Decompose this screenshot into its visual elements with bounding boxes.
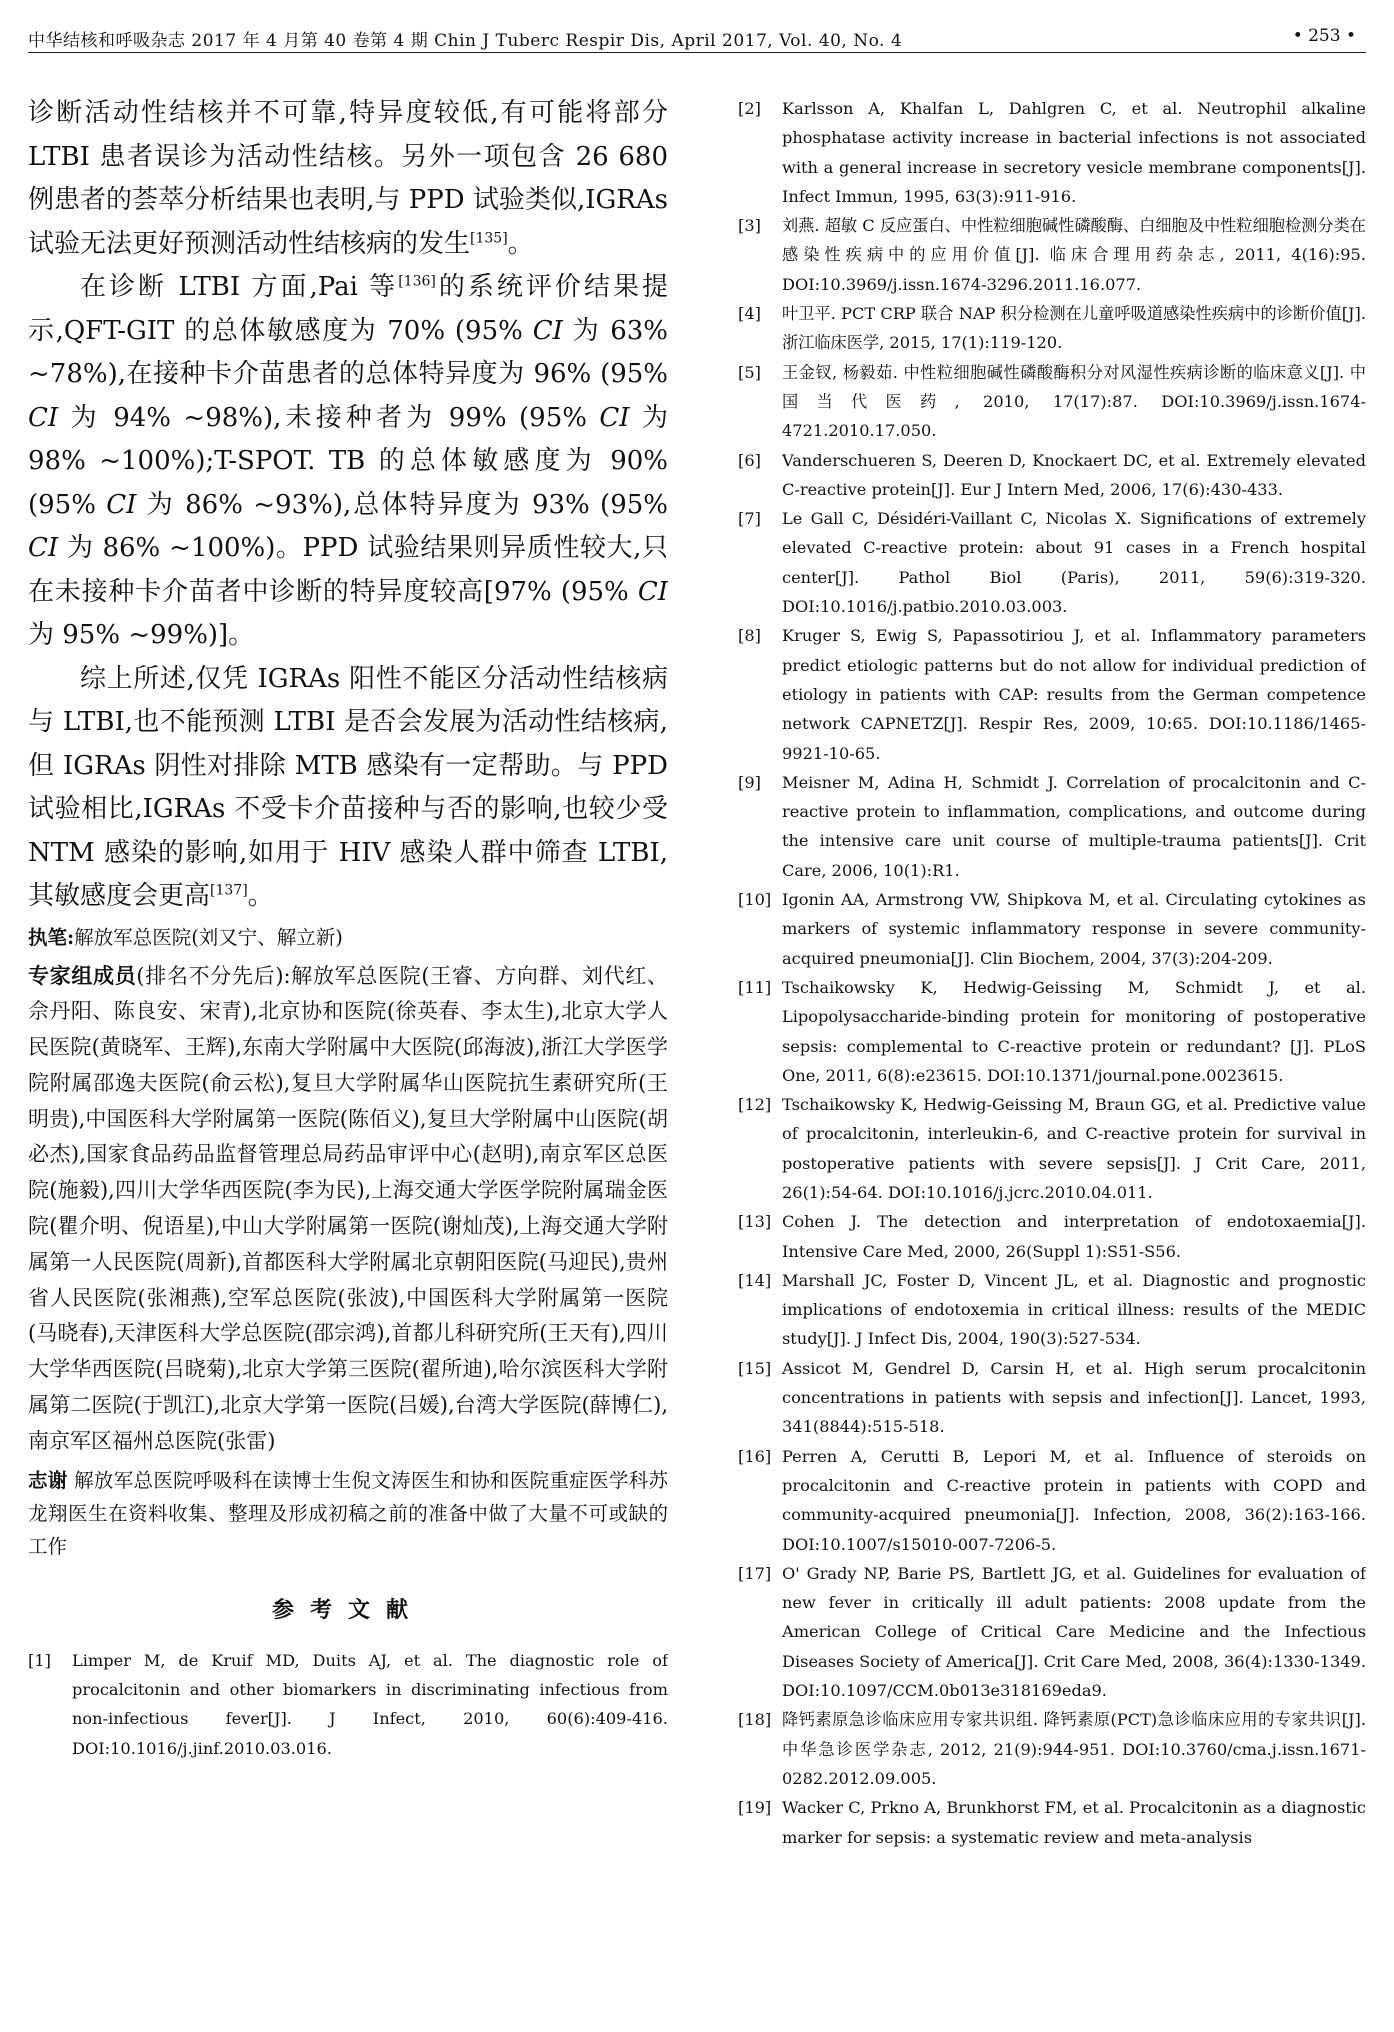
reference-number: [12] <box>738 1095 772 1115</box>
reference-item <box>738 94 1366 211</box>
reference-text: Meisner M, Adina H, Schmidt J. Correlation of procalcitonin and C-reactive protein to inflammation, complications, and outcome during the intensive care unit course of multiple-trauma patients[J]. Crit Care, 2006, 10(1):R1. <box>782 772 1366 880</box>
reference-item <box>738 299 1366 358</box>
experts-label: 专家组成员 <box>28 962 137 988</box>
reference-item <box>738 1705 1366 1793</box>
reference-item <box>738 621 1366 767</box>
reference-number: [13] <box>738 1212 772 1232</box>
paragraph-2: 在诊断 LTBI 方面,Pai 等[136]的系统评价结果提示,QFT-GIT 的总体敏感度为 70% (95% CI 为 63% ~78%),在接种卡介苗患者的总体特异度为 96% (95% CI 为 94% ~98%),未接种者为 99% (95% CI 为 98% ~100%);T-SPOT. TB 的总体敏感度为 90% (95% CI 为 86% ~93%),总体特异度为 93% (95% CI 为 86% ~100%)。PPD 试验结果则异质性较大,只在未接种卡介苗者中诊断的特异度较高[97% (95% CI 为 95% ~99%)]。 <box>28 272 668 650</box>
running-header <box>28 22 1366 53</box>
reference-number: [9] <box>738 772 761 792</box>
reference-text: Tschaikowsky K, Hedwig-Geissing M, Schmidt J, et al. Lipopolysaccharide-binding protein for monitoring of postoperative sepsis: complemental to C-reactive protein or redundant? [J]. PLoS One, 2011, 6(8):e23615. DOI:10.1371/journal.pone.0023615. <box>782 977 1366 1085</box>
reference-text: O' Grady NP, Barie PS, Bartlett JG, et al. Guidelines for evaluation of new fever in critically ill adult patients: 2008 update from the American College of Critical Care Medicine and the Infectious Diseases Society of America[J]. Crit Care Med, 2008, 36(4):1330-1349. DOI:10.1097/CCM.0b013e318169eda9. <box>782 1563 1366 1701</box>
author-note: 执笔:解放军总医院(刘又宁、解立新) <box>28 925 343 949</box>
reference-text: Kruger S, Ewig S, Papassotiriou J, et al. Inflammatory parameters predict etiologic patterns but do not allow for individual prediction of etiology in patients with CAP: results from the German competence network CAPNETZ[J]. Respir Res, 2009, 10:65. DOI:10.1186/1465-9921-10-65. <box>782 626 1366 763</box>
reference-item <box>738 1559 1366 1705</box>
citation-137[interactable]: [137] <box>210 882 248 899</box>
reference-item <box>738 1354 1366 1442</box>
reference-text: 叶卫平. PCT CRP 联合 NAP 积分检测在儿童呼吸道感染性疾病中的诊断价值[J]. 浙江临床医学, 2015, 17(1):119-120. <box>782 304 1366 353</box>
expert-group: 专家组成员(排名不分先后):解放军总医院(王睿、方向群、刘代红、佘丹阳、陈良安、宋青),北京协和医院(徐英春、李太生),北京大学人民医院(黄晓军、王辉),东南大学附属中大医院(邱海波),浙江大学医学院附属邵逸夫医院(俞云松),复旦大学附属华山医院抗生素研究所(王明贵),中国医科大学附属第一医院(陈佰义),复旦大学附属中山医院(胡必杰),国家食品药品监督管理总局药品审评中心(赵明),南京军区总医院(施毅),四川大学华西医院(李为民),上海交通大学医学院附属瑞金医院(瞿介明、倪语星),中山大学附属第一医院(谢灿茂),上海交通大学附属第一人民医院(周新),首都医科大学附属北京朝阳医院(马迎民),贵州省人民医院(张湘燕),空军总医院(张波),中国医科大学附属第一医院(马晓春),天津医科大学总医院(邵宗鸿),首都儿科研究所(王天有),四川大学华西医院(吕晓菊),北京大学第三医院(翟所迪),哈尔滨医科大学附属第二医院(于凯江),北京大学第一医院(吕媛),台湾大学医院(薛博仁),南京军区福州总医院(张雷) <box>28 962 668 1453</box>
citation-136[interactable]: [136] <box>398 273 436 290</box>
reference-number: [16] <box>738 1446 772 1466</box>
reference-text: Assicot M, Gendrel D, Carsin H, et al. High serum procalcitonin concentrations in patients with sepsis and infection[J]. Lancet, 1993, 341(8844):515-518. <box>782 1358 1366 1437</box>
reference-text: 王金钗, 杨毅茹. 中性粒细胞碱性磷酸酶积分对风湿性疾病诊断的临床意义[J]. 中国当代医药, 2010, 17(17):87. DOI:10.3969/j.issn.1674-4721.2010.17.050. <box>782 362 1366 441</box>
citation-135[interactable]: [135] <box>470 229 508 246</box>
reference-item <box>738 211 1366 299</box>
reference-item <box>738 358 1366 446</box>
reference-number: [18] <box>738 1710 772 1730</box>
reference-number: [5] <box>738 362 761 382</box>
reference-number: [2] <box>738 99 761 118</box>
reference-text: Karlsson A, Khalfan L, Dahlgren C, et al. Neutrophil alkaline phosphatase activity increase in bacterial infections is not associated with a general increase in secretory vesicle membrane components[J]. Infect Immun, 1995, 63(3):911-916. <box>782 99 1366 206</box>
reference-text: Vanderschueren S, Deeren D, Knockaert DC, et al. Extremely elevated C-reactive protein[J]. Eur J Intern Med, 2006, 17(6):430-433. <box>782 450 1366 499</box>
reference-list-left <box>28 1646 668 1763</box>
reference-item <box>738 885 1366 973</box>
left-column <box>28 92 668 2012</box>
right-column <box>738 94 1366 2014</box>
reference-number: [3] <box>738 216 761 236</box>
reference-number: [17] <box>738 1563 772 1583</box>
reference-text: Perren A, Cerutti B, Lepori M, et al. Influence of steroids on procalcitonin and C-reactive protein in patients with COPD and community-acquired pneumonia[J]. Infection, 2008, 36(2):163-166. DOI:10.1007/s15010-007-7206-5. <box>782 1446 1366 1554</box>
reference-text: 刘燕. 超敏 C 反应蛋白、中性粒细胞碱性磷酸酶、白细胞及中性粒细胞检测分类在感染性疾病中的应用价值[J]. 临床合理用药杂志, 2011, 4(16):95. DOI:10.3969/j.issn.1674-3296.2011.16.077. <box>782 216 1366 294</box>
reference-item <box>738 1442 1366 1559</box>
reference-number: [7] <box>738 509 761 529</box>
author-label: 执笔: <box>28 925 75 949</box>
page-number: • 253 • <box>1292 26 1356 46</box>
reference-text: Igonin AA, Armstrong VW, Shipkova M, et al. Circulating cytokines as markers of systemic inflammatory response in severe community-acquired pneumonia[J]. Clin Biochem, 2004, 37(3):204-209. <box>782 890 1366 968</box>
reference-number: [19] <box>738 1798 772 1818</box>
reference-item <box>738 446 1366 505</box>
reference-item <box>738 1793 1366 1852</box>
reference-item <box>738 1090 1366 1207</box>
paragraph-3: 综上所述,仅凭 IGRAs 阳性不能区分活动性结核病与 LTBI,也不能预测 LTBI 是否会发展为活动性结核病,但 IGRAs 阴性对排除 MTB 感染有一定帮助。与 PPD 试验相比,IGRAs 不受卡介苗接种与否的影响,也较少受 NTM 感染的影响,如用于 HIV 感染人群中筛查 LTBI,其敏感度会更高[137]。 <box>28 663 668 911</box>
reference-item <box>738 973 1366 1090</box>
reference-number: [1] <box>28 1650 51 1670</box>
reference-list-right <box>738 94 1366 1852</box>
reference-number: [4] <box>738 304 761 324</box>
reference-number: [10] <box>738 890 772 910</box>
journal-citation-line: 中华结核和呼吸杂志 2017 年 4 月第 40 卷第 4 期 Chin J Tuberc Respir Dis, April 2017, Vol. 40, No. 4 <box>28 31 903 51</box>
reference-number: [14] <box>738 1270 772 1290</box>
reference-text: Wacker C, Prkno A, Brunkhorst FM, et al. Procalcitonin as a diagnostic marker for sepsis: a systematic review and meta-analysis <box>782 1798 1366 1847</box>
reference-number: [11] <box>738 977 772 997</box>
acknowledgement: 志谢 解放军总医院呼吸科在读博士生倪文涛医生和协和医院重症医学科苏龙翔医生在资料收集、整理及形成初稿之前的准备中做了大量不可或缺的工作 <box>28 1468 668 1558</box>
paragraph-1: 诊断活动性结核并不可靠,特异度较低,有可能将部分 LTBI 患者误诊为活动性结核。另外一项包含 26 680 例患者的荟萃分析结果也表明,与 PPD 试验类似,IGRAs 试验无法更好预测活动性结核病的发生[135]。 <box>28 98 668 259</box>
reference-item <box>738 1266 1366 1354</box>
reference-text: Cohen J. The detection and interpretation of endotoxaemia[J]. Intensive Care Med, 2000, 26(Suppl 1):S51-S56. <box>782 1212 1366 1261</box>
reference-text: Limper M, de Kruif MD, Duits AJ, et al. The diagnostic role of procalcitonin and other biomarkers in discriminating infectious from non-infectious fever[J]. J Infect, 2010, 60(6):409-416. DOI:10.1016/j.jinf.2010.03.016. <box>72 1650 668 1758</box>
references-heading: 参考文献 <box>271 1596 424 1623</box>
reference-item <box>28 1646 668 1763</box>
reference-item <box>738 768 1366 885</box>
reference-number: [6] <box>738 450 761 470</box>
reference-item <box>738 1207 1366 1266</box>
reference-text: Marshall JC, Foster D, Vincent JL, et al. Diagnostic and prognostic implications of endotoxemia in critical illness: results of the MEDIC study[J]. J Infect Dis, 2004, 190(3):527-534. <box>782 1270 1366 1349</box>
reference-text: Tschaikowsky K, Hedwig-Geissing M, Braun GG, et al. Predictive value of procalcitonin, interleukin-6, and C-reactive protein for survival in postoperative patients with severe sepsis[J]. J Crit Care, 2011, 26(1):54-64. DOI:10.1016/j.jcrc.2010.04.011. <box>782 1095 1366 1202</box>
reference-item <box>738 504 1366 621</box>
thanks-label: 志谢 <box>28 1468 68 1492</box>
reference-text: 降钙素原急诊临床应用专家共识组. 降钙素原(PCT)急诊临床应用的专家共识[J]. 中华急诊医学杂志, 2012, 21(9):944-951. DOI:10.3760/cma.j.issn.1671-0282.2012.09.005. <box>782 1710 1366 1788</box>
reference-text: Le Gall C, Désidéri-Vaillant C, Nicolas X. Significations of extremely elevated C-reactive protein: about 91 cases in a French hospital center[J]. Pathol Biol (Paris), 2011, 59(6):319-320. DOI:10.1016/j.patbio.2010.03.003. <box>782 509 1366 617</box>
reference-number: [15] <box>738 1358 772 1378</box>
reference-number: [8] <box>738 626 761 646</box>
